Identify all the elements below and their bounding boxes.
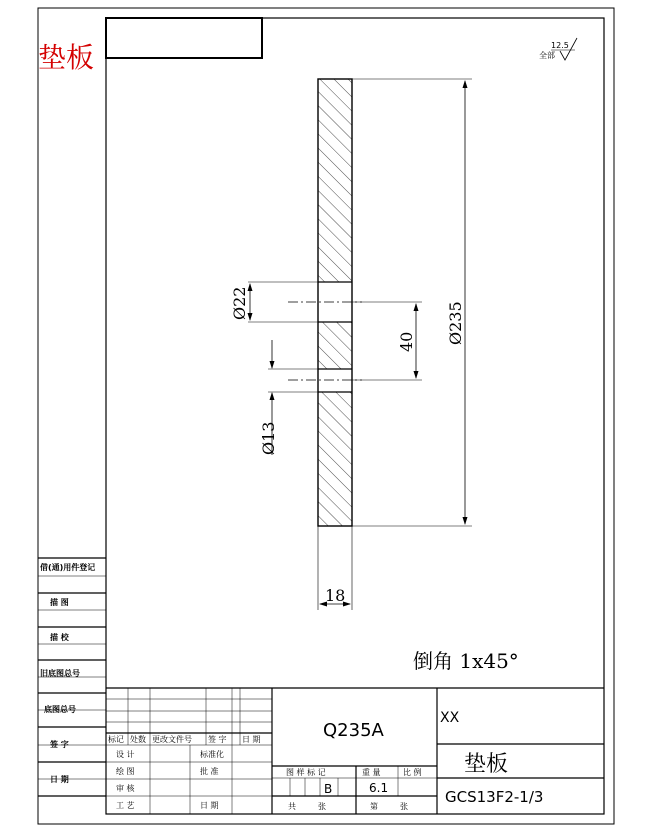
sheets-label-1: 张 <box>318 802 326 811</box>
svg-text:18: 18 <box>325 586 346 605</box>
material-text: Q235A <box>323 720 384 741</box>
dim-outer-diameter <box>352 79 472 526</box>
sheets-label-2: 张 <box>400 802 408 811</box>
strip-label-0: 借(通)用件登记 <box>40 563 96 572</box>
svg-text:Ø235: Ø235 <box>446 301 465 345</box>
dim-hole-large <box>230 282 318 322</box>
inner-border <box>106 18 604 814</box>
strip-label-5: 签 字 <box>50 740 69 749</box>
company-text: XX <box>440 710 460 726</box>
strip-label-3: 旧底图总号 <box>40 669 80 678</box>
drawing-number-text: GCS13F2-1/3 <box>445 788 544 806</box>
weight-value: 6.1 <box>369 781 389 795</box>
label-date: 日 期 <box>200 801 219 810</box>
stage-mark: B <box>324 782 333 796</box>
scale-header: 比 例 <box>403 768 422 777</box>
label-approve: 批 准 <box>200 767 219 776</box>
svg-text:全部: 全部 <box>539 51 555 60</box>
dim-thickness <box>318 526 352 610</box>
label-drawing: 绘 图 <box>116 767 135 776</box>
svg-text:Ø13: Ø13 <box>259 421 278 455</box>
part-name-text: 垫板 <box>464 752 509 777</box>
header-date: 日 期 <box>242 735 261 744</box>
header-mark: 标记 <box>108 735 124 744</box>
weight-header: 重 量 <box>362 768 381 777</box>
drawing-title-red: 垫板 <box>38 41 95 74</box>
label-process: 工 艺 <box>116 801 135 810</box>
strip-label-2: 描 校 <box>50 633 69 642</box>
surface-finish-symbol <box>539 38 577 60</box>
header-sign: 签 字 <box>208 735 227 744</box>
dim-hole-spacing <box>352 302 422 380</box>
sheets-total-label: 共 <box>288 802 296 811</box>
dim-hole-small <box>259 340 318 455</box>
label-standard: 标准化 <box>200 750 224 759</box>
chamfer-note: 倒角 1x45° <box>413 649 519 673</box>
header-change-doc: 更改文件号 <box>152 735 192 744</box>
part-section-view <box>288 79 362 526</box>
strip-label-4: 底图总号 <box>44 705 76 714</box>
strip-label-1: 描 图 <box>50 598 69 607</box>
label-review: 审 核 <box>116 784 135 793</box>
svg-text:40: 40 <box>397 331 416 352</box>
stage-header: 图 样 标 记 <box>286 768 326 777</box>
label-design: 设 计 <box>116 750 135 759</box>
svg-text:12.5: 12.5 <box>551 41 569 50</box>
header-count: 处数 <box>130 735 146 744</box>
svg-text:Ø22: Ø22 <box>230 286 249 320</box>
drawing-code-box <box>106 18 262 58</box>
sheet-number-label: 第 <box>370 802 378 811</box>
strip-label-6: 日 期 <box>50 775 69 784</box>
